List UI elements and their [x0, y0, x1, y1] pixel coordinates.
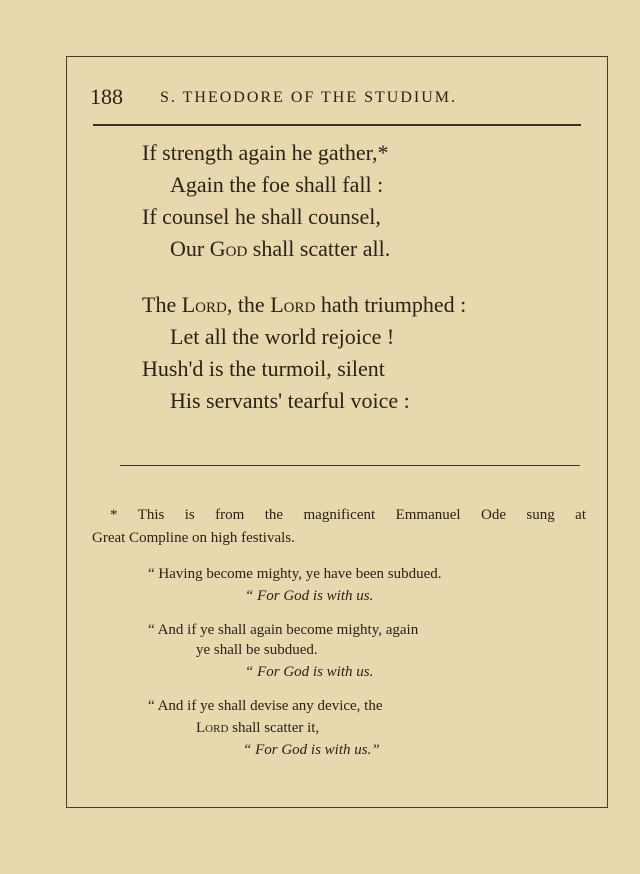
text: Our: [170, 236, 210, 261]
page-header: [90, 84, 590, 114]
poem-line: His servants' tearful voice :: [170, 388, 410, 413]
running-title: S. THEODORE OF THE STUDIUM.: [160, 89, 457, 106]
poem-line: [170, 236, 390, 262]
text: The: [142, 292, 182, 317]
header-rule: [93, 124, 581, 126]
poem-line: If strength again he gather,*: [142, 140, 389, 165]
footnote-rule: [120, 465, 580, 466]
poem-line: Hush'd is the turmoil, silent: [142, 356, 385, 381]
page-border: [66, 56, 608, 808]
poem-line: Again the foe shall fall :: [170, 172, 384, 197]
text: shall scatter it,: [228, 720, 320, 736]
divine-name: Lord: [196, 720, 229, 736]
divine-name: God: [209, 236, 248, 261]
quote-line: “ And if ye shall devise any device, the: [148, 698, 383, 714]
page-number: 188: [90, 84, 123, 109]
quote-refrain: “ For God is with us.”: [243, 742, 380, 758]
poem-line: If counsel he shall counsel,: [142, 204, 381, 229]
divine-name: Lord: [181, 292, 227, 317]
text: shall scatter all.: [247, 236, 391, 261]
poem-line: [142, 292, 466, 318]
quote-line: “ And if ye shall again become mighty, again: [148, 622, 419, 638]
quote-line: ye shall be subdued.: [196, 642, 318, 658]
footnote-intro-line1: * This is from the magnificent Emmanuel Ode sung at: [110, 507, 586, 523]
poem-line: Let all the world rejoice !: [170, 324, 395, 349]
quote-line: [196, 720, 319, 737]
quote-refrain: “ For God is with us.: [245, 664, 374, 680]
text: hath triumphed :: [315, 292, 467, 317]
text: , the: [226, 292, 271, 317]
divine-name: Lord: [270, 292, 316, 317]
quote-line: “ Having become mighty, ye have been subdued.: [148, 566, 442, 582]
quote-refrain: “ For God is with us.: [245, 588, 374, 604]
footnote-intro-line2: Great Compline on high festivals.: [92, 530, 295, 546]
